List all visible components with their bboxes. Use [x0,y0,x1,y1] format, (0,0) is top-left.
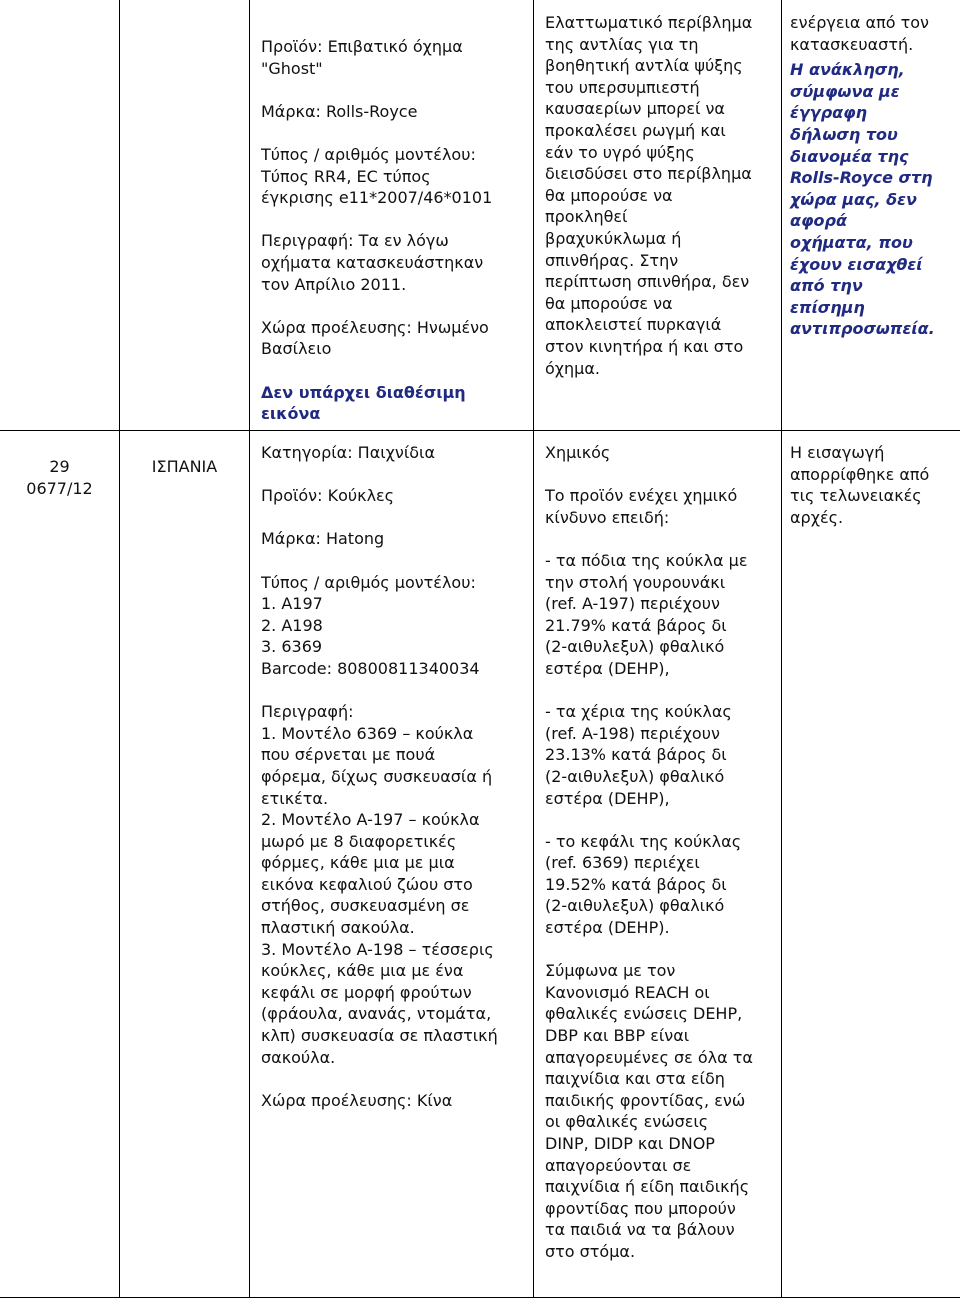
text-line [261,464,531,486]
text-line: από την [790,276,863,296]
text-line: θα μπορούσε να [545,185,673,205]
text-line: (2-αιθυλεξυλ) φθαλικό [545,637,725,657]
text-line [545,528,780,550]
text-line: στο στόμα. [545,1241,636,1261]
text-line: Προϊόν: Επιβατικό όχημα [261,37,463,56]
row-29-product-cell [261,442,531,1111]
recall-note [790,59,958,340]
text-line: χώρα μας, δεν [790,189,917,209]
text-line: σπινθήρας. Στην [545,250,679,270]
text-line: απαγορεύονται σε [545,1155,692,1175]
table-border [249,0,250,1298]
text-line: έγκρισης e11*2007/46*0101 [261,188,493,208]
text-line: Χημικός [545,443,611,462]
text-line: Τύπος RR4, EC τύπος [261,166,431,186]
text-line: Χώρα προέλευσης: Κίνα [261,1090,453,1110]
text-line: Barcode: 80800811340034 [261,658,480,678]
top-row-product-cell [261,36,531,425]
text-line: επίσημη [790,297,865,317]
text-line: που σέρνεται με πουά [261,745,436,765]
text-line: εστέρα (DEHP), [545,658,670,678]
text-line: φόρμες, κάθε μια με μια [261,853,455,873]
text-line: - τα πόδια της κούκλα με [545,550,748,570]
text-line: κούκλες, κάθε μια με ένα [261,961,464,981]
text-line: Ελαττωματικό περίβλημα [545,13,753,32]
text-line: φόρεμα, δίχως συσκευασία ή [261,766,493,786]
text-line: απορρίφθηκε από [790,464,930,484]
text-line: στον κινητήρα ή και στο [545,336,744,356]
text-line: ετικέτα. [261,788,329,808]
text-line: εστέρα (DEHP), [545,788,670,808]
table-border [119,0,120,1298]
text-line: προκληθεί [545,207,628,227]
text-line: αρχές. [790,507,844,527]
text-line: παιχνίδια και στα είδη [545,1069,725,1089]
text-line: (2-αιθυλεξυλ) φθαλικό [545,896,725,916]
row-29-risk-text [545,442,780,1263]
text-line: διανομέα της [790,146,909,166]
text-line: 21.79% κατά βάρος δι [545,615,727,635]
text-line: Η ανάκληση, [790,60,905,80]
text-line: όχημα. [545,358,600,378]
text-line: κατασκευαστή. [790,34,914,54]
no-image-notice: Δεν υπάρχει διαθέσιμη εικόνα [261,382,466,424]
text-line: 3. Μοντέλο A-198 – τέσσερις [261,939,494,959]
text-line: οι φθαλικές ενώσεις [545,1112,709,1132]
text-line: Περιγραφή: Τα εν λόγω [261,231,449,251]
text-line: Σύμφωνα με τον [545,961,676,981]
text-line [261,295,531,317]
text-line: αποκλειστεί πυρκαγιά [545,315,722,335]
row-29-product-text [261,442,531,1111]
text-line: φροντίδας που μπορούν [545,1198,736,1218]
text-line [261,122,531,144]
text-line: σακούλα. [261,1047,336,1067]
text-line: DBP και BBP είναι [545,1026,690,1046]
text-line: την στολή γουρουνάκι [545,572,726,592]
row-number: 29 [49,457,70,476]
row-reference: 0677/12 [26,478,93,498]
text-line: DINP, DIDP και DNOP [545,1134,715,1153]
text-line: - τα χέρια της κούκλας [545,702,732,722]
text-line: τα παιδιά να τα βάλουν [545,1220,735,1240]
text-line: αφορά [790,211,847,231]
text-line: (ref. A-197) περιέχουν [545,594,720,614]
text-line: παιδικής φροντίδας, ενώ [545,1090,746,1110]
text-line [261,209,531,231]
text-line: 2. Μοντέλο A-197 – κούκλα [261,810,480,830]
text-line [261,507,531,529]
text-line: Περιγραφή: [261,702,354,722]
text-line: παιχνίδια ή είδη παιδικής [545,1177,750,1197]
country: ΙΣΠΑΝΙΑ [151,457,218,476]
text-line: 2. A198 [261,615,323,635]
text-line: - το κεφάλι της κούκλας [545,831,742,851]
text-line: καυσαερίων μπορεί να [545,99,725,119]
text-line: Η εισαγωγή [790,443,885,462]
text-line: Προϊόν: Κούκλες [261,486,395,506]
text-line: εστέρα (DEHP). [545,918,670,938]
text-line: "Ghost" [261,58,323,78]
text-line: Τύπος / αριθμός μοντέλου: [261,572,476,592]
text-line: περίπτωση σπινθήρα, δεν [545,272,750,292]
text-line: δήλωση του [790,124,898,144]
text-line: προκαλέσει ρωγμή και [545,120,726,140]
text-line: μωρό με 8 διαφορετικές [261,831,457,851]
text-line: (φράουλα, ανανάς, ντομάτα, [261,1004,492,1024]
top-row-measures-cell [790,12,958,340]
text-line: βραχυκύκλωμα ή [545,228,682,248]
text-line: αντιπροσωπεία. [790,319,935,339]
text-line: φθαλικές ενώσεις DEHP, [545,1004,743,1024]
text-line: Τύπος / αριθμός μοντέλου: [261,144,476,164]
text-line [261,79,531,101]
text-line: οχήματα κατασκευάστηκαν [261,252,484,272]
text-line [261,680,531,702]
text-line: Το προϊόν ενέχει χημικό [545,486,738,506]
text-line: τις τελωνειακές [790,486,922,506]
text-line: ενέργεια από τον [790,13,929,32]
text-line: έχουν εισαχθεί [790,254,923,274]
top-row-risk-text [545,12,780,379]
text-line: Μάρκα: Rolls-Royce [261,101,418,121]
text-line: οχήματα, που [790,232,913,252]
text-line: πλαστική σακούλα. [261,918,415,938]
text-line: (ref. 6369) περιέχει [545,853,700,873]
text-line [261,1068,531,1090]
text-line: Κατηγορία: Παιχνίδια [261,443,435,462]
text-line: Rolls-Royce στη [790,168,933,188]
row-29-measures-cell [790,442,958,528]
top-row-risk-cell [545,12,780,379]
row-29-risk-cell [545,442,780,1263]
table-border [0,430,960,431]
text-line: της αντλίας για τη [545,34,699,54]
row-29-country-cell [120,456,249,478]
text-line [545,464,780,486]
text-line [545,939,780,961]
text-line: (2-αιθυλεξυλ) φθαλικό [545,766,725,786]
text-line: εάν το υγρό ψύξης [545,142,695,162]
text-line: Χώρα προέλευσης: Ηνωμένο [261,317,489,337]
text-line: (ref. A-198) περιέχουν [545,723,720,743]
text-line: Κανονισμό REACH οι [545,982,710,1002]
text-line: κλπ) συσκευασία σε πλαστική [261,1026,498,1046]
top-row-product-text [261,36,531,382]
text-line [261,360,531,382]
text-line: βοηθητική αντλία ψύξης [545,56,743,76]
text-line: Μάρκα: Hatong [261,529,385,549]
text-line: κεφάλι σε μορφή φρούτων [261,982,472,1002]
text-line [545,809,780,831]
text-line: 1. A197 [261,594,323,614]
text-line: 3. 6369 [261,637,323,657]
text-line [261,550,531,572]
text-line: έγγραφη [790,103,868,123]
table-border [781,0,782,1298]
text-line: σύμφωνα με [790,81,900,101]
row-29-number-cell [0,456,119,499]
text-line: εικόνα κεφαλιού ζώου στο [261,874,473,894]
text-line: στήθος, συσκευασμένη σε [261,896,470,916]
top-row-measures-text [790,12,958,55]
text-line: τον Απρίλιο 2011. [261,274,407,294]
text-line: θα μπορούσε να [545,293,673,313]
table-border [533,0,534,1298]
text-line: Βασίλειο [261,339,332,359]
text-line [545,680,780,702]
row-29-measures-text [790,442,958,528]
text-line: κίνδυνο επειδή: [545,507,670,527]
text-line: διεισδύσει στο περίβλημα [545,164,752,184]
text-line: του υπερσυμπιεστή [545,77,700,97]
text-line: 23.13% κατά βάρος δι [545,745,727,765]
text-line: απαγορευμένες σε όλα τα [545,1047,753,1067]
text-line: 1. Μοντέλο 6369 – κούκλα [261,723,474,743]
text-line: 19.52% κατά βάρος δι [545,874,727,894]
